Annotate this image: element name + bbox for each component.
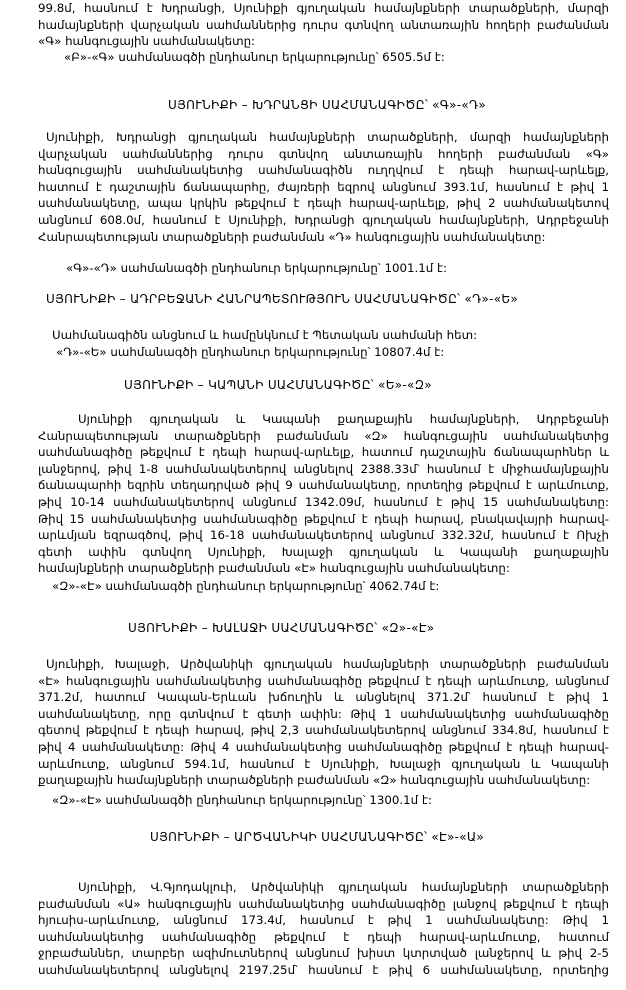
section-heading: ՍՅՈՒՆԻՔԻ – ԽԱԼԱՋԻ ՍԱՀՄԱՆԱԳԻԾԸ՝ «Զ»-«Է»	[128, 621, 435, 635]
text-line: Թիվ 15 սահմանակետից սահմանագիծը թեքվում է դեպի հարավ, բնակավայրի հարավ-	[38, 511, 609, 526]
paragraph	[38, 129, 609, 245]
text-line: 371.2մ, հատում Կապան-Երևան խճուղին և անցնելով 371.2մ՝ հասնում է թիվ 1	[38, 690, 609, 705]
text-line: Սյունիքի գյուղական և Կապանի քաղաքային համայնքների, Ադրբեջանի	[78, 412, 609, 426]
text-line: արևմյան եզրագծով, թիվ 16-18 սահմանակետերով անցնում 332.32մ, հասնում է Ոխչի	[38, 528, 609, 543]
paragraph	[38, 411, 609, 577]
text-line: Սյունիքի, Խդրանցի գյուղական համայնքների տարածքների, մարզի համայնքների	[46, 130, 609, 144]
total-length: «Զ»-«Է» սահմանագծի ընդհանուր երկարությունը՝ 4062.74մ է:	[52, 579, 440, 593]
text-line: համայնքների տարածքների բաժանման «Է» հանգուցային սահմանակետը:	[38, 561, 510, 576]
total-length: «Զ»-«Է» սահմանագծի ընդհանուր երկարությունը՝ 1300.1մ է:	[52, 793, 432, 807]
text-line: ճանապարհի եզրին տեղադրված թիվ 9 սահմանակետը, որտեղից թեքվում է արևմուտք,	[38, 478, 609, 493]
text-line: Հանրապետության տարածքների բաժանման «Զ» հանգուցային սահմանակետից	[38, 428, 609, 443]
text-line: ջրբաժաններ, տարբեր ազիմուտներով անցնում խիստ կտրտված լանջերով և թիվ 2-5	[38, 946, 609, 961]
section-heading: ՍՅՈՒՆԻՔԻ – ԱԴՐԲԵՋԱՆԻ ՀԱՆՐԱՊԵՏՈՒԹՅՈՒՆ ՍԱՀՄԱՆԱԳԻԾԸ՝ «Դ»-«Ե»	[46, 292, 519, 306]
section-heading: ՍՅՈՒՆԻՔԻ – ԱՐԾՎԱՆԻԿԻ ՍԱՀՄԱՆԱԳԻԾԸ՝ «Է»-«Ա»	[150, 830, 485, 844]
text-line: սահմանագիծը թեքվում է դեպի հարավ-արևելք, հատում դաշտային ճանապարհներ և	[38, 445, 609, 460]
total-length: «Գ»-«Դ» սահմանագծի ընդհանուր երկարությունը՝ 1001.1մ է:	[66, 261, 447, 275]
section-heading: ՍՅՈՒՆԻՔԻ – ԽԴՐԱՆՑԻ ՍԱՀՄԱՆԱԳԻԾԸ՝ «Գ»-«Դ»	[168, 98, 487, 112]
note-text: Սահմանագիծն անցնում և համընկնում է Պետական սահմանի հետ:	[52, 328, 478, 342]
paragraph	[38, 656, 609, 789]
text-line: Սյունիքի, Խալաջի, Արծվանիկի գյուղական համայնքների տարածքների բաժանման	[46, 657, 609, 671]
section-heading: ՍՅՈՒՆԻՔԻ – ԿԱՊԱՆԻ ՍԱՀՄԱՆԱԳԻԾԸ՝ «Ե»-«Զ»	[124, 378, 432, 392]
text-line: սահմանակետերով անցնելով 2197.25մ՝ հասնում է թիվ 6 սահմանակետը, որտեղից	[38, 962, 609, 977]
text-line: արևմուտք, անցնում 594.1մ, հասնում է Սյունիքի, Խալաջի գյուղական և Կապանի	[38, 756, 609, 771]
text-line: «Է» հանգուցային սահմանակետից սահմանագիծը թեքվում է դեպի արևմուտք, անցնում	[38, 673, 609, 688]
text-line: սահմանակետը, ապա կրկին թեքվում է դեպի հարավ-արևելք, թիվ 2 սահմանակետով	[38, 196, 609, 211]
text-line: քաղաքային համայնքների տարածքների բաժանման «Զ» հանգուցային սահմանակետը:	[38, 773, 591, 788]
total-length: «Բ»-«Գ» սահմանագծի ընդհանուր երկարությունը՝ 6505.5մ է:	[64, 50, 445, 64]
text-line: «Գ» հանգուցային սահմանակետը:	[38, 34, 256, 49]
text-line: սահմանակետից սահմանագիծը թեքվում է դեպի հարավ-արևմուտք, հատում	[38, 929, 609, 944]
text-line: 99.8մ, հասնում է Խդրանցի, Սյունիքի գյուղական համայնքների տարածքների, մարզի	[38, 1, 609, 15]
text-line: հյուսիս-արևմուտք, անցնում 173.4մ, հասնում է թիվ 1 սահմանակետը: Թիվ 1	[38, 913, 609, 928]
paragraph	[38, 879, 609, 979]
paragraph	[38, 0, 609, 50]
text-line: հատում է դաշտային ճանապարհը, ժայռերի եզրով անցնում 393.1մ, հասնում է թիվ 1	[38, 179, 609, 194]
text-line: լանջերով, թիվ 1-8 սահմանակետերով անցնելով 2388.33մ՝ հասնում է միջհամայնքային	[38, 461, 609, 476]
text-line: Հանրապետության տարածքների բաժանման «Դ» հանգուցային սահմանակետը:	[38, 229, 546, 244]
text-line: բաժանման «Ա» հանգուցային սահմանակետից սահմանագիծը լանջով թեքվում է դեպի	[38, 896, 609, 911]
text-line: անցնում 608.0մ, հասնում է Սյունիքի, Խդրանցի գյուղական համայնքների, Ադրբեջանի	[38, 212, 609, 227]
text-line: թիվ 10-14 սահմանակետերով անցնում 1342.09մ, հասնում է թիվ 15 սահմանակետը:	[38, 494, 609, 509]
text-line: Սյունիքի, Վ.Գյոդակլուի, Արծվանիկի գյուղական համայնքների տարածքների	[78, 880, 609, 894]
total-length: «Դ»-«Ե» սահմանագծի ընդհանուր երկարությունը՝ 10807.4մ է:	[56, 345, 445, 359]
text-line: վարչական սահմաններից դուրս գտնվող անտառային հողերի բաժանման «Գ»	[38, 146, 609, 161]
text-line: թիվ 4 սահմանակետը: Թիվ 4 սահմանակետից սահմանագիծը թեքվում է դեպի հարավ-	[38, 739, 609, 754]
text-line: համայնքների վարչական սահմաններից դուրս գտնվող անտառային հողերի բաժանման	[38, 17, 609, 32]
text-line: գետով թեքվում է դեպի հարավ, թիվ 2,3 սահմանակետերով անցնում 334.8մ, հասնում է	[38, 723, 609, 738]
text-line: սահմանակետը, որը գտնվում է գետի ափին: Թիվ 1 սահմանակետից սահմանագիծը	[38, 706, 609, 721]
text-line: հանգուցային սահմանակետից սահմանագիծն ուղղվում է դեպի հարավ-արևելք,	[38, 163, 609, 178]
text-line: գետի ափին գտնվող Սյունիքի, Խալաջի գյուղական և Կապանի քաղաքային	[38, 544, 609, 559]
